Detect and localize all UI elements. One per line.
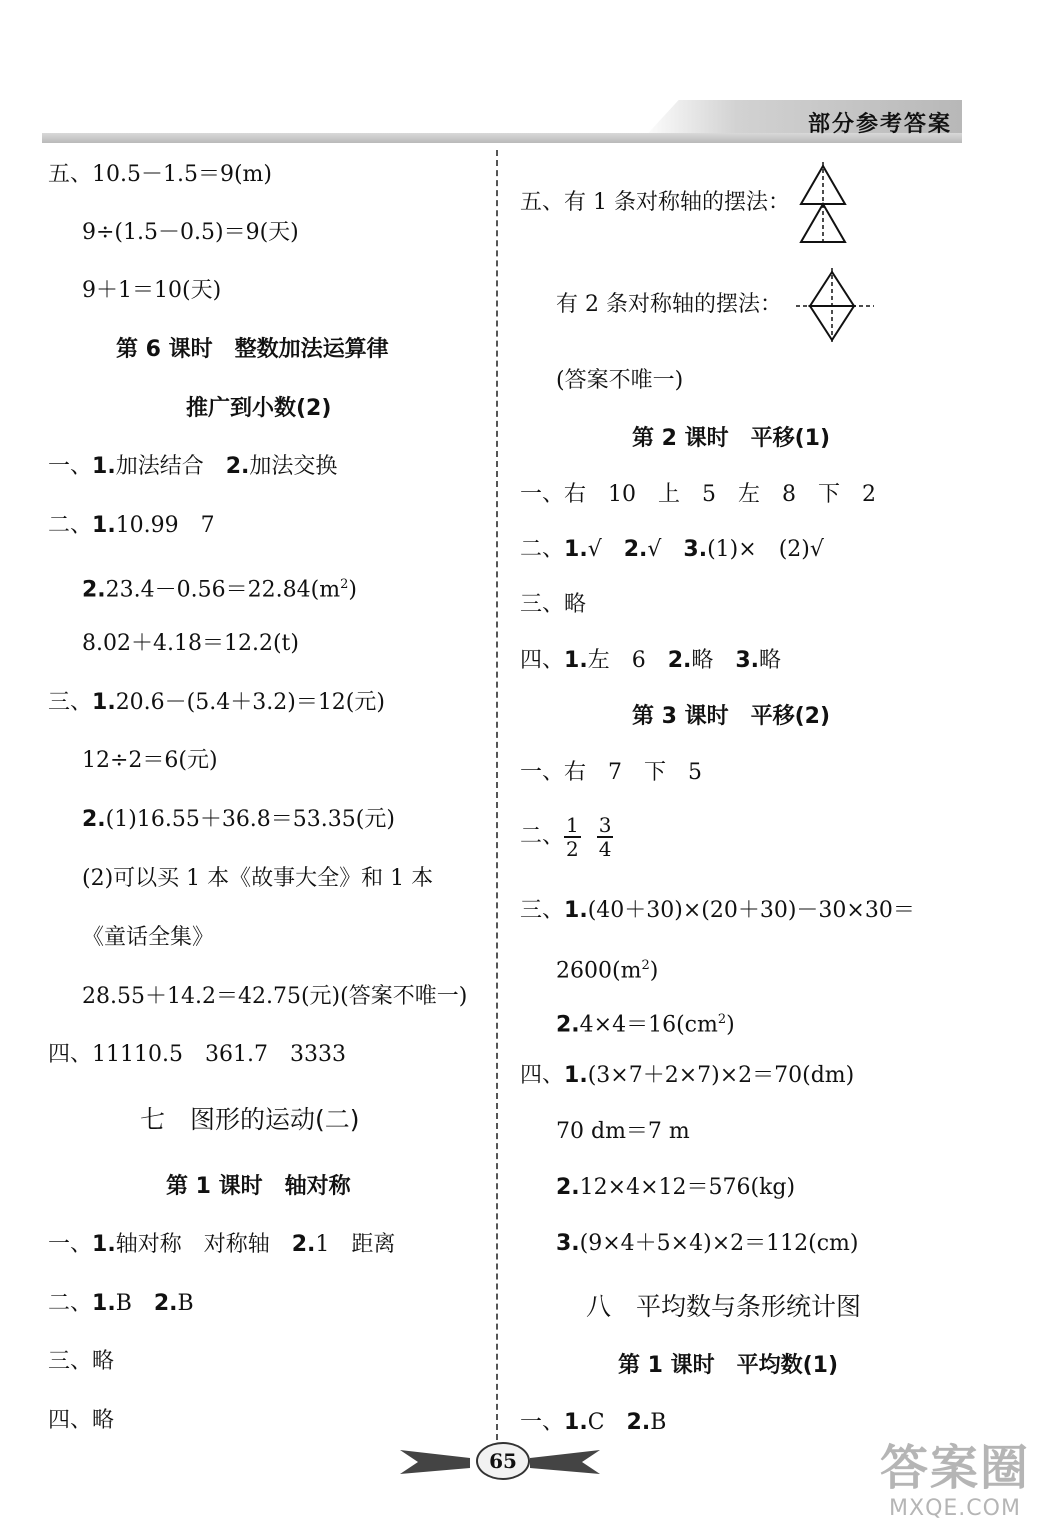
watermark xyxy=(870,1440,1040,1536)
answer-line: (答案不唯一) xyxy=(556,368,684,393)
lesson-heading: 第 1 课时 平均数(1) xyxy=(618,1353,839,1378)
answer-line: 9＋1＝10(天) xyxy=(82,278,222,303)
two-axis-figure xyxy=(796,268,874,344)
watermark-url: MXQE.COM xyxy=(889,1496,1021,1521)
answer-line: 2.12×4×12＝576(kg) xyxy=(556,1175,796,1200)
answer-line: 三、1.20.6－(5.4＋3.2)＝12(元) xyxy=(48,690,385,715)
watermark-logo: 答案圈 xyxy=(879,1440,1030,1496)
fraction-one-half: $\frac{1}{2}$ xyxy=(566,813,579,861)
answer-line: 70 dm＝7 m xyxy=(556,1119,690,1144)
lesson-heading: 第 3 课时 平移(2) xyxy=(632,704,831,729)
lesson-heading: 第 6 课时 整数加法运算律 xyxy=(116,337,389,362)
one-axis-figure xyxy=(798,162,848,246)
answer-line: 一、右 7 下 5 xyxy=(520,760,702,785)
answer-line: 二、 $\frac{1}{2}$ $\frac{3}{4}$ xyxy=(520,813,612,861)
fraction-three-quarters: $\frac{3}{4}$ xyxy=(598,813,612,861)
answer-line: 3.(9×4＋5×4)×2＝112(cm) xyxy=(556,1231,859,1256)
header-title: 部分参考答案 xyxy=(808,112,953,137)
answer-line: 一、右 10 上 5 左 8 下 2 xyxy=(520,482,876,507)
page-number: 65 xyxy=(476,1442,530,1480)
answer-line: 有 2 条对称轴的摆法： xyxy=(556,292,782,317)
answer-line: 二、1.10.99 7 xyxy=(48,513,215,538)
answer-line: 三、1.(40＋30)×(20＋30)－30×30＝ xyxy=(520,898,915,923)
answer-line: 2.(1)16.55＋36.8＝53.35(元) xyxy=(82,807,395,832)
answer-line: (2)可以买 1 本《故事大全》和 1 本 xyxy=(82,866,434,891)
answer-line: 9÷(1.5－0.5)＝9(天) xyxy=(82,220,299,245)
answer-line: 三、略 xyxy=(520,592,587,617)
answer-line: $2.23.4-0.56=22.84(m^2)$ xyxy=(82,577,357,603)
answer-line: $2.4\times 4=16(cm^2)$ xyxy=(556,1012,735,1038)
chapter-heading: 八 平均数与条形统计图 xyxy=(586,1292,862,1321)
answer-line: 二、1.√ 2.√ 3.(1)× (2)√ xyxy=(520,537,824,562)
lesson-heading: 推广到小数(2) xyxy=(186,396,332,421)
answer-line: 一、1.轴对称 对称轴 2.1 距离 xyxy=(48,1232,396,1257)
answer-line: 二、1.B 2.B xyxy=(48,1291,194,1316)
answer-line: 一、1.加法结合 2.加法交换 xyxy=(48,454,338,479)
answer-line: 12÷2＝6(元) xyxy=(82,748,218,773)
answer-line: 四、略 xyxy=(48,1408,115,1433)
lesson-heading: 第 2 课时 平移(1) xyxy=(632,426,831,451)
answer-line: $2600(m^2)$ xyxy=(556,958,659,984)
answer-line: 一、1.C 2.B xyxy=(520,1410,667,1435)
column-divider xyxy=(496,150,498,1440)
answer-line: 五、10.5－1.5＝9(m) xyxy=(48,162,272,187)
answer-line: 五、有 1 条对称轴的摆法： xyxy=(520,190,790,215)
chapter-heading: 七 图形的运动(二) xyxy=(140,1105,360,1134)
answer-line: 四、1.左 6 2.略 3.略 xyxy=(520,648,782,673)
answer-line: 四、11110.5 361.7 3333 xyxy=(48,1042,346,1067)
answer-line: 8.02＋4.18＝12.2(t) xyxy=(82,631,299,656)
answer-line: 《童话全集》 xyxy=(82,925,215,950)
answer-line: 四、1.(3×7＋2×7)×2＝70(dm) xyxy=(520,1063,855,1088)
lesson-heading: 第 1 课时 轴对称 xyxy=(166,1174,351,1199)
answer-line: 28.55＋14.2＝42.75(元)(答案不唯一) xyxy=(82,984,468,1009)
answer-line: 三、略 xyxy=(48,1349,115,1374)
